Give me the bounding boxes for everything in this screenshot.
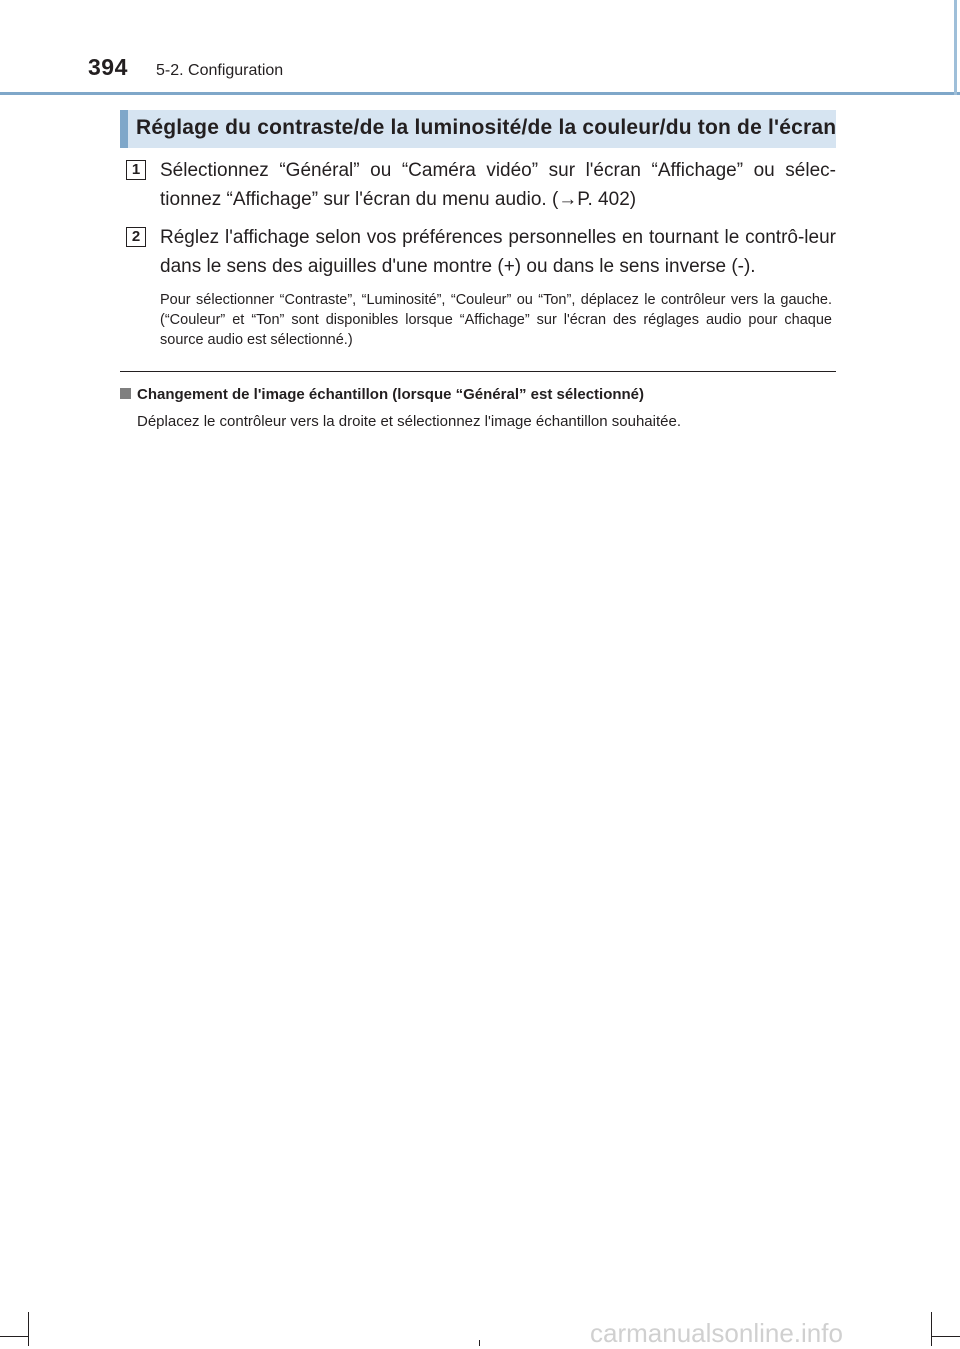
step-text: Réglez l'affichage selon vos préférences personnelles en tournant le contrô-leur dans le sens des aiguilles d'une montre (+) ou dans le sens inverse (-). (160, 227, 836, 277)
section-divider (120, 371, 836, 372)
crop-mark (479, 1340, 480, 1346)
step-text: Sélectionnez “Général” ou “Caméra vidéo” sur l'écran “Affichage” ou sélec-tionnez “Affichage” sur l'écran du menu audio. (→P. 402) (160, 160, 836, 210)
page-edge-marker (954, 0, 957, 95)
step-2 (126, 223, 838, 283)
watermark: carmanualsonline.info (590, 1318, 843, 1348)
page-header (0, 0, 960, 100)
subsection-body: Déplacez le contrôleur vers la droite et sélectionnez l'image échantillon souhaitée. (137, 413, 682, 430)
square-bullet-icon (120, 388, 131, 399)
subsection-heading (120, 386, 644, 403)
header-rule (0, 92, 960, 95)
crop-mark (0, 1336, 28, 1337)
section-title: Réglage du contraste/de la luminosité/de la couleur/du ton de l'écran (136, 116, 837, 139)
crop-mark (932, 1336, 960, 1337)
crop-mark (931, 1312, 932, 1346)
subsection-heading-text: Changement de l'image échantillon (lorsque “Général” est sélectionné) (137, 386, 645, 403)
crop-mark (28, 1312, 29, 1346)
step-1 (126, 156, 838, 216)
step-number-badge: 2 (126, 227, 146, 247)
header-section-title: 5-2. Configuration (156, 62, 284, 79)
step-number-badge: 1 (126, 160, 146, 180)
section-title-bar (120, 110, 836, 148)
step-note: Pour sélectionner “Contraste”, “Luminosité”, “Couleur” ou “Ton”, déplacez le contrôleur vers la gauche. (“Couleur” et “Ton” sont disponibles lorsque “Affichage” sur l'écran des réglages audio pour chaque source audio est sélectionné.) (160, 292, 832, 348)
page-number: 394 (88, 54, 128, 80)
